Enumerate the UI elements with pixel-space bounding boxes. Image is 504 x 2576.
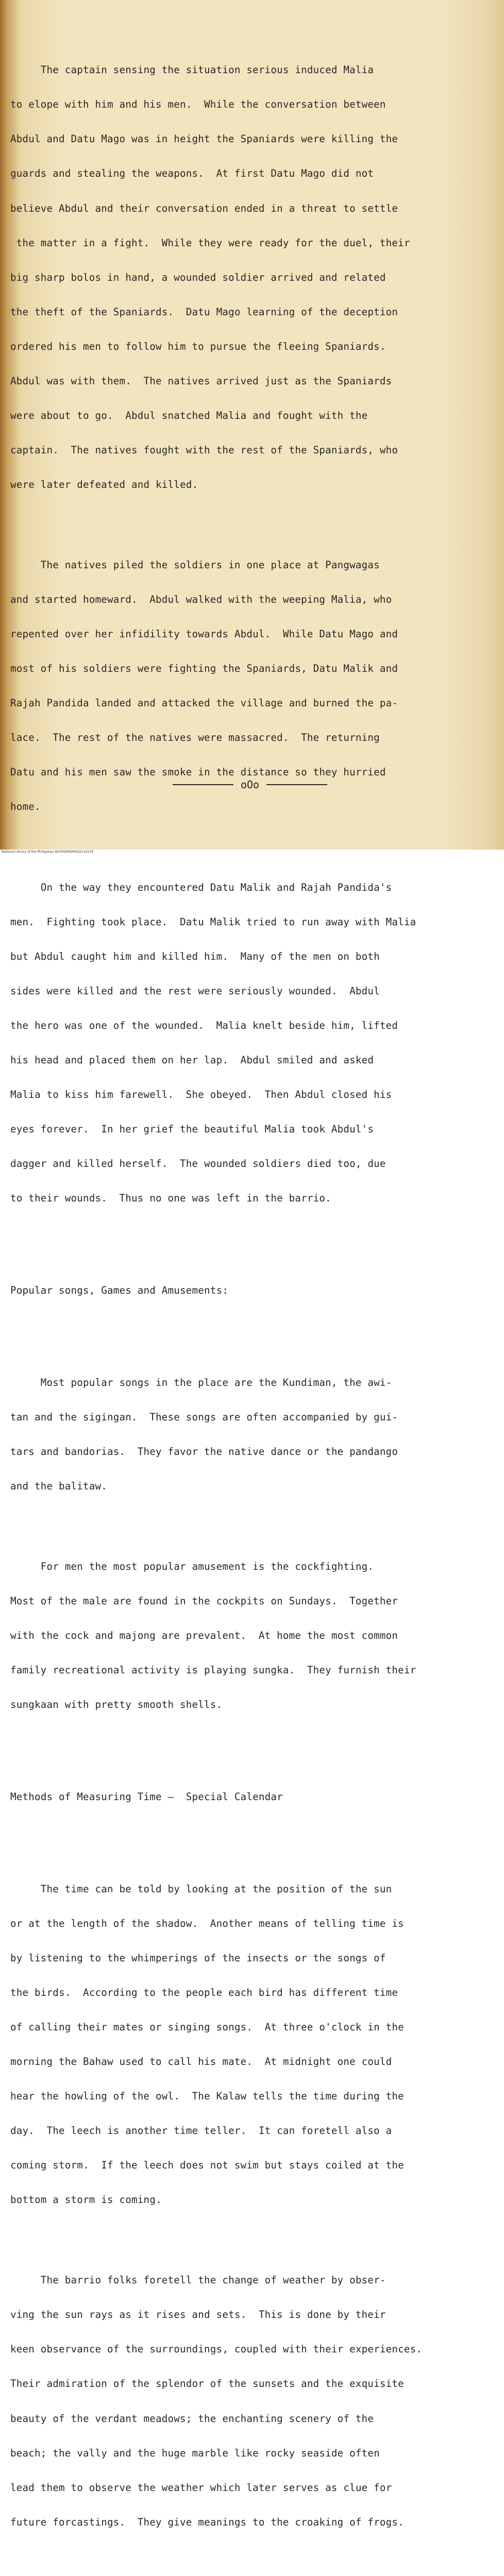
blank-line	[10, 1826, 484, 1837]
blank-line	[10, 1250, 484, 1262]
text-line: Malia to kiss him farewell. She obeyed. Then Abdul closed his	[10, 1088, 392, 1100]
text-line: future forcastings. They give meanings to the croaking of frogs.	[10, 2516, 404, 2528]
text-line: believe Abdul and their conversation ended in a threat to settle	[10, 202, 398, 214]
text-line: Datu and his men saw the smoke in the distance so they hurried	[10, 766, 386, 778]
text-line: men. Fighting took place. Datu Malik tried to run away with Malia	[10, 916, 416, 928]
paragraph-weather	[10, 2252, 484, 2551]
text-line: lace. The rest of the natives were massacred. The returning	[10, 732, 380, 744]
text-line: tars and bandorias. They favor the native dance or the pandango	[10, 1445, 398, 1458]
text-line: lead them to observe the weather which later serves as clue for	[10, 2481, 392, 2494]
text-line: The natives piled the soldiers in one place at Pangwagas	[10, 559, 380, 571]
text-line: sides were killed and the rest were seriously wounded. Abdul	[10, 985, 380, 997]
text-line: hear the howling of the owl. The Kalaw tells the time during the	[10, 2090, 404, 2102]
text-line: to elope with him and his men. While the conversation between	[10, 98, 386, 111]
text-line: of calling their mates or singing songs. At three o'clock in the	[10, 2021, 404, 2033]
text-line: Most of the male are found in the cockpits on Sundays. Together	[10, 1595, 398, 1607]
paragraph-on-the-way	[10, 859, 484, 1227]
text-line: The time can be told by looking at the position of the sun	[10, 1883, 392, 1895]
text-line: the matter in a fight. While they were ready for the duel, their	[10, 236, 410, 249]
text-line: the birds. According to the people each bird has different time	[10, 1986, 398, 1998]
text-line: tan and the sigingan. These songs are often accompanied by gui-	[10, 1411, 398, 1423]
text-line: captain. The natives fought with the rest of the Spaniards, who	[10, 444, 398, 456]
text-line: keen observance of the surroundings, coupled with their experiences.	[10, 2343, 423, 2355]
text-line: Their admiration of the splendor of the sunsets and the exquisite	[10, 2378, 404, 2390]
text-line: eyes forever. In her grief the beautiful Malia took Abdul's	[10, 1123, 374, 1135]
ornament-text: oOo	[240, 778, 260, 791]
text-line: and the balitaw.	[10, 1480, 108, 1492]
text-line: with the cock and majong are prevalent. At home the most common	[10, 1630, 398, 1642]
section-heading-time: Methods of Measuring Time — Special Calendar	[10, 1790, 283, 1803]
blank-line	[10, 1757, 484, 1768]
text-line: were later defeated and killed.	[10, 478, 198, 490]
text-line: beauty of the verdant meadows; the enchanting scenery of the	[10, 2412, 374, 2425]
text-line: The barrio folks foretell the change of weather by obser-	[10, 2274, 386, 2286]
section-heading-songs: Popular songs, Games and Amusements:	[10, 1284, 229, 1296]
text-line: or at the length of the shadow. Another means of telling time is	[10, 1917, 404, 1929]
ornament-rule-right	[266, 784, 327, 785]
text-line: The captain sensing the situation serious induced Malia	[10, 64, 374, 76]
text-line: most of his soldiers were fighting the Spaniards, Datu Malik and	[10, 663, 398, 675]
text-line: and started homeward. Abdul walked with the weeping Malia, who	[10, 594, 392, 606]
text-line: home.	[10, 801, 41, 813]
text-line: big sharp bolos in hand, a wounded soldier arrived and related	[10, 271, 386, 283]
text-line: were about to go. Abdul snatched Malia and fought with the	[10, 409, 368, 421]
text-line: Rajah Pandida landed and attacked the village and burned the pa-	[10, 697, 398, 709]
text-line: ordered his men to follow him to pursue the fleeing Spaniards.	[10, 340, 386, 352]
text-line: morning the Bahaw used to call his mate. At midnight one could	[10, 2055, 392, 2067]
text-line: family recreational activity is playing sungka. They furnish their	[10, 1664, 416, 1676]
ornament-rule-left	[173, 784, 233, 785]
text-line: For men the most popular amusement is the cockfighting.	[10, 1561, 374, 1573]
paragraph-amusements	[10, 1538, 484, 1734]
paragraph-natives-piled	[10, 536, 484, 836]
paragraph-records	[10, 2574, 484, 2576]
text-line: day. The leech is another time teller. It can foretell also a	[10, 2124, 392, 2137]
document-body	[10, 19, 484, 2576]
end-ornament	[165, 778, 335, 791]
text-line: but Abdul caught him and killed him. Many of the men on both	[10, 950, 380, 962]
paragraph-time	[10, 1860, 484, 2229]
archive-footer: National Library of the Philippines NLPOGENDMSQ51163.tif	[0, 850, 504, 854]
text-line: dagger and killed herself. The wounded soldiers died too, due	[10, 1158, 386, 1170]
paragraph-songs	[10, 1354, 484, 1515]
text-line: repented over her infidility towards Abdul. While Datu Mago and	[10, 628, 398, 640]
text-line: guards and stealing the weapons. At first Datu Mago did not	[10, 167, 374, 180]
text-line: Abdul and Datu Mago was in height the Spaniards were killing the	[10, 133, 398, 145]
text-line: beach; the vally and the huge marble like rocky seaside often	[10, 2447, 380, 2459]
text-line: bottom a storm is coming.	[10, 2193, 162, 2206]
text-line: ving the sun rays as it rises and sets. This is done by their	[10, 2309, 386, 2321]
text-line: sungkaan with pretty smooth shells.	[10, 1699, 223, 1711]
text-line: coming storm. If the leech does not swim but stays coiled at the	[10, 2159, 404, 2171]
text-line: Most popular songs in the place are the Kundiman, the awi-	[10, 1376, 392, 1388]
text-line: by listening to the whimperings of the insects or the songs of	[10, 1952, 386, 1964]
paragraph-captain	[10, 42, 484, 514]
text-line: his head and placed them on her lap. Abdul smiled and asked	[10, 1054, 374, 1066]
blank-line	[10, 1319, 484, 1331]
text-line: the theft of the Spaniards. Datu Mago learning of the deception	[10, 306, 398, 318]
text-line: Abdul was with them. The natives arrived just as the Spaniards	[10, 375, 392, 387]
text-line: the hero was one of the wounded. Malia knelt beside him, lifted	[10, 1019, 398, 1031]
text-line: to their wounds. Thus no one was left in the barrio.	[10, 1192, 331, 1205]
text-line: On the way they encountered Datu Malik and Rajah Pandida's	[10, 881, 392, 893]
